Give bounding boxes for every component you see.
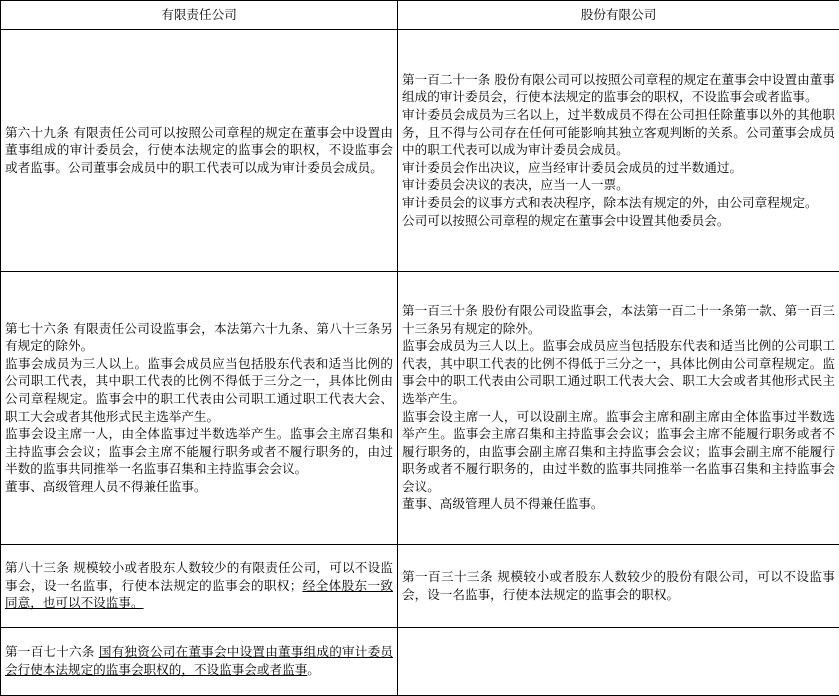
table-row bbox=[1, 272, 839, 545]
paragraph-text: 第八十三条 规模较小或者股东人数较少的有限责任公司，可以不设监事会，设一名监事，行使本法规定的监事会的职权； bbox=[5, 560, 393, 593]
paragraph: 第一百二十一条 股份有限公司可以按照公司章程的规定在董事会中设置由董事组成的审计委员会，行使本法规定的监事会的职权，不设监事会或者监事。 bbox=[402, 71, 835, 106]
paragraph bbox=[5, 559, 393, 612]
header-joint-stock-company: 股份有限公司 bbox=[398, 1, 839, 30]
header-row bbox=[1, 1, 839, 30]
paragraph: 审计委员会作出决议，应当经审计委员会成员的过半数通过。 bbox=[402, 159, 835, 177]
underlined-text: 经全体股东一致同意，也可以不设监事。 bbox=[5, 578, 393, 611]
header-limited-liability-company: 有限责任公司 bbox=[1, 1, 398, 30]
table-row bbox=[1, 628, 839, 696]
paragraph: 第七十六条 有限责任公司设监事会，本法第六十九条、第八十三条另有规定的除外。 bbox=[5, 320, 393, 355]
paragraph: 监事会设主席一人，可以设副主席。监事会主席和副主席由全体监事过半数选举产生。监事会主席召集和主持监事会会议；监事会主席不能履行职务或者不履行职务的，由监事会副主席召集和主持监事会会议；监事会副主席不能履行职务或者不履行职务的，由过半数的监事共同推举一名监事召集和主持监事会会议。 bbox=[402, 408, 835, 496]
cell-article-133 bbox=[398, 545, 839, 628]
cell-article-121 bbox=[398, 30, 839, 272]
cell-article-130 bbox=[398, 272, 839, 545]
paragraph: 董事、高级管理人员不得兼任监事。 bbox=[5, 478, 393, 496]
paragraph: 第一百三十三条 规模较小或者股东人数较少的股份有限公司，可以不设监事会，设一名监事，行使本法规定的监事会的职权。 bbox=[402, 568, 835, 603]
cell-article-176 bbox=[1, 628, 398, 696]
paragraph: 监事会设主席一人，由全体监事过半数选举产生。监事会主席召集和主持监事会会议；监事会主席不能履行职务或者不履行职务的，由过半数的监事共同推举一名监事召集和主持监事会会议。 bbox=[5, 425, 393, 478]
paragraph: 董事、高级管理人员不得兼任监事。 bbox=[402, 495, 835, 513]
cell-empty bbox=[398, 628, 839, 696]
paragraph: 监事会成员为三人以上。监事会成员应当包括股东代表和适当比例的公司职工代表，其中职工代表的比例不得低于三分之一，具体比例由公司章程规定。监事会中的职工代表由公司职工通过职工代表大会、职工大会或者其他形式民主选举产生。 bbox=[402, 337, 835, 407]
paragraph: 审计委员会成员为三名以上，过半数成员不得在公司担任除董事以外的其他职务，且不得与公司存在任何可能影响其独立客观判断的关系。公司董事会成员中的职工代表可以成为审计委员会成员。 bbox=[402, 106, 835, 159]
cell-article-76 bbox=[1, 272, 398, 545]
paragraph: 第一百三十条 股份有限公司设监事会，本法第一百二十一条第一款、第一百三十三条另有规定的除外。 bbox=[402, 302, 835, 337]
paragraph-text: 第一百七十六条 bbox=[5, 644, 99, 659]
paragraph: 审计委员会决议的表决，应当一人一票。 bbox=[402, 176, 835, 194]
paragraph: 公司可以按照公司章程的规定在董事会中设置其他委员会。 bbox=[402, 212, 835, 230]
paragraph: 监事会成员为三人以上。监事会成员应当包括股东代表和适当比例的公司职工代表，其中职工代表的比例不得低于三分之一，具体比例由公司章程规定。监事会中的职工代表由公司职工通过职工代表大会、职工大会或者其他形式民主选举产生。 bbox=[5, 355, 393, 425]
cell-article-69 bbox=[1, 30, 398, 272]
paragraph: 第一百七十六条 国有独资公司在董事会中设置由董事组成的审计委员会行使本法规定的监事会职权的，不设监事会或者监事。 bbox=[5, 643, 393, 678]
table-row bbox=[1, 30, 839, 272]
paragraph: 审计委员会的议事方式和表决程序，除本法有规定的外，由公司章程规定。 bbox=[402, 194, 835, 212]
paragraph: 第六十九条 有限责任公司可以按照公司章程的规定在董事会中设置由董事组成的审计委员会，行使本法规定的监事会的职权，不设监事会或者监事。公司董事会成员中的职工代表可以成为审计委员会成员。 bbox=[5, 124, 393, 177]
cell-article-83 bbox=[1, 545, 398, 628]
underlined-text: 国有独资公司在董事会中设置由董事组成的审计委员会行使本法规定的监事会职权的，不设监事会或者监事 bbox=[5, 644, 393, 677]
table-row bbox=[1, 545, 839, 628]
